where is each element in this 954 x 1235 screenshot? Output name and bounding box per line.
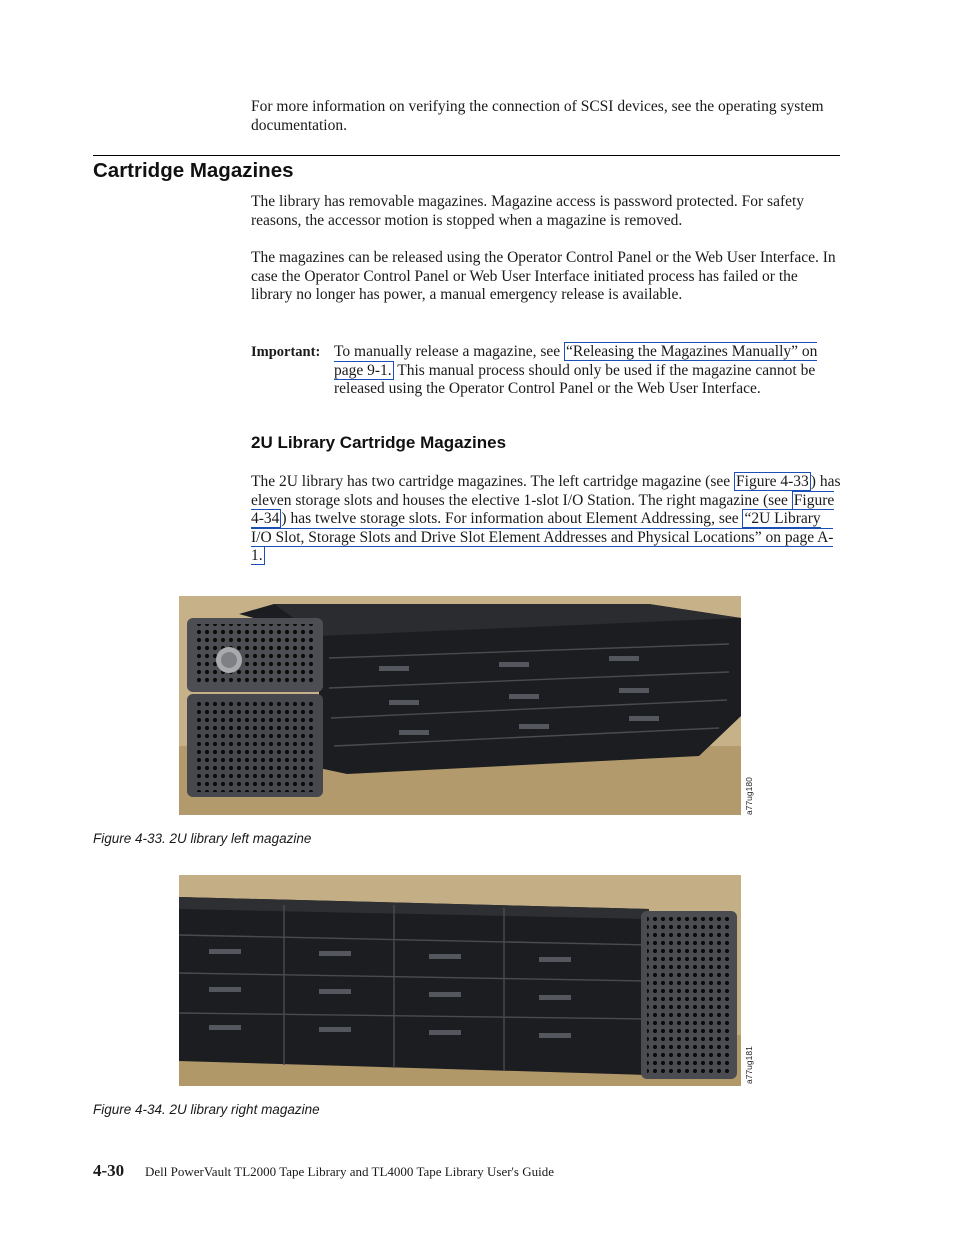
footer-title: Dell PowerVault TL2000 Tape Library and TL4000 Tape Library User's Guide <box>145 1164 554 1179</box>
subsection-text-3: ) has twelve storage slots. For information about <box>281 510 586 528</box>
figure-4-34-link[interactable]: Figure 4-34 <box>251 491 835 528</box>
intro-paragraph: For more information on verifying the connection of SCSI devices, see the operating system documentation. <box>251 98 824 134</box>
subsection-text-2: ) has eleven storage slots and houses the elective 1-slot I/O Station. The right magazine (see <box>251 473 841 509</box>
important-label: Important: <box>251 344 321 360</box>
subsection-paragraph <box>251 473 841 566</box>
subsection-heading: 2U Library Cartridge Magazines <box>251 433 507 452</box>
figure-4-33-caption: Figure 4-33. 2U library left magazine <box>93 831 312 846</box>
page-number: 4-30 <box>93 1161 125 1180</box>
section-heading: Cartridge Magazines <box>93 159 294 182</box>
section-paragraph-2: The magazines can be released using the Operator Control Panel or the Web User Interface. In case the Operator Control Panel or Web User Interface initiated process has failed or the library no longer has power, a manual emergency release is available. <box>251 249 836 304</box>
figure-4-33-link[interactable]: Figure 4-33 <box>736 473 809 490</box>
element-addresses-appendix-link[interactable]: “2U Library I/O Slot, Storage Slots and Drive Slot Element Addresses and Physical Locations” on page A-1. <box>251 510 834 565</box>
subsection-text-4: , see <box>711 510 743 528</box>
important-note <box>334 343 842 399</box>
section-rule <box>93 155 840 156</box>
section-paragraph-1: The library has removable magazines. Magazine access is password protected. For safety reasons, the accessor motion is stopped when a magazine is removed. <box>251 193 805 229</box>
element-addressing-link[interactable]: Element Addressing <box>585 510 712 528</box>
figure-4-34-caption: Figure 4-34. 2U library right magazine <box>93 1102 320 1117</box>
figure-4-34-image-id: a77ug181 <box>744 1046 754 1084</box>
important-lead: To manually release a magazine, see <box>334 343 565 360</box>
left-magazine-photo <box>179 596 741 815</box>
subsection-text-1: The 2U library has two cartridge magazines. The left cartridge magazine (see <box>251 473 735 490</box>
releasing-magazines-link[interactable]: “Releasing the Magazines Manually” on page 9-1. <box>334 343 818 379</box>
figure-4-33-image-id: a77ug180 <box>744 777 754 815</box>
right-magazine-photo <box>179 875 741 1086</box>
important-tail: This manual process should only be used if the magazine cannot be released using the Operator Control Panel or the Web User Interface. <box>334 361 816 398</box>
